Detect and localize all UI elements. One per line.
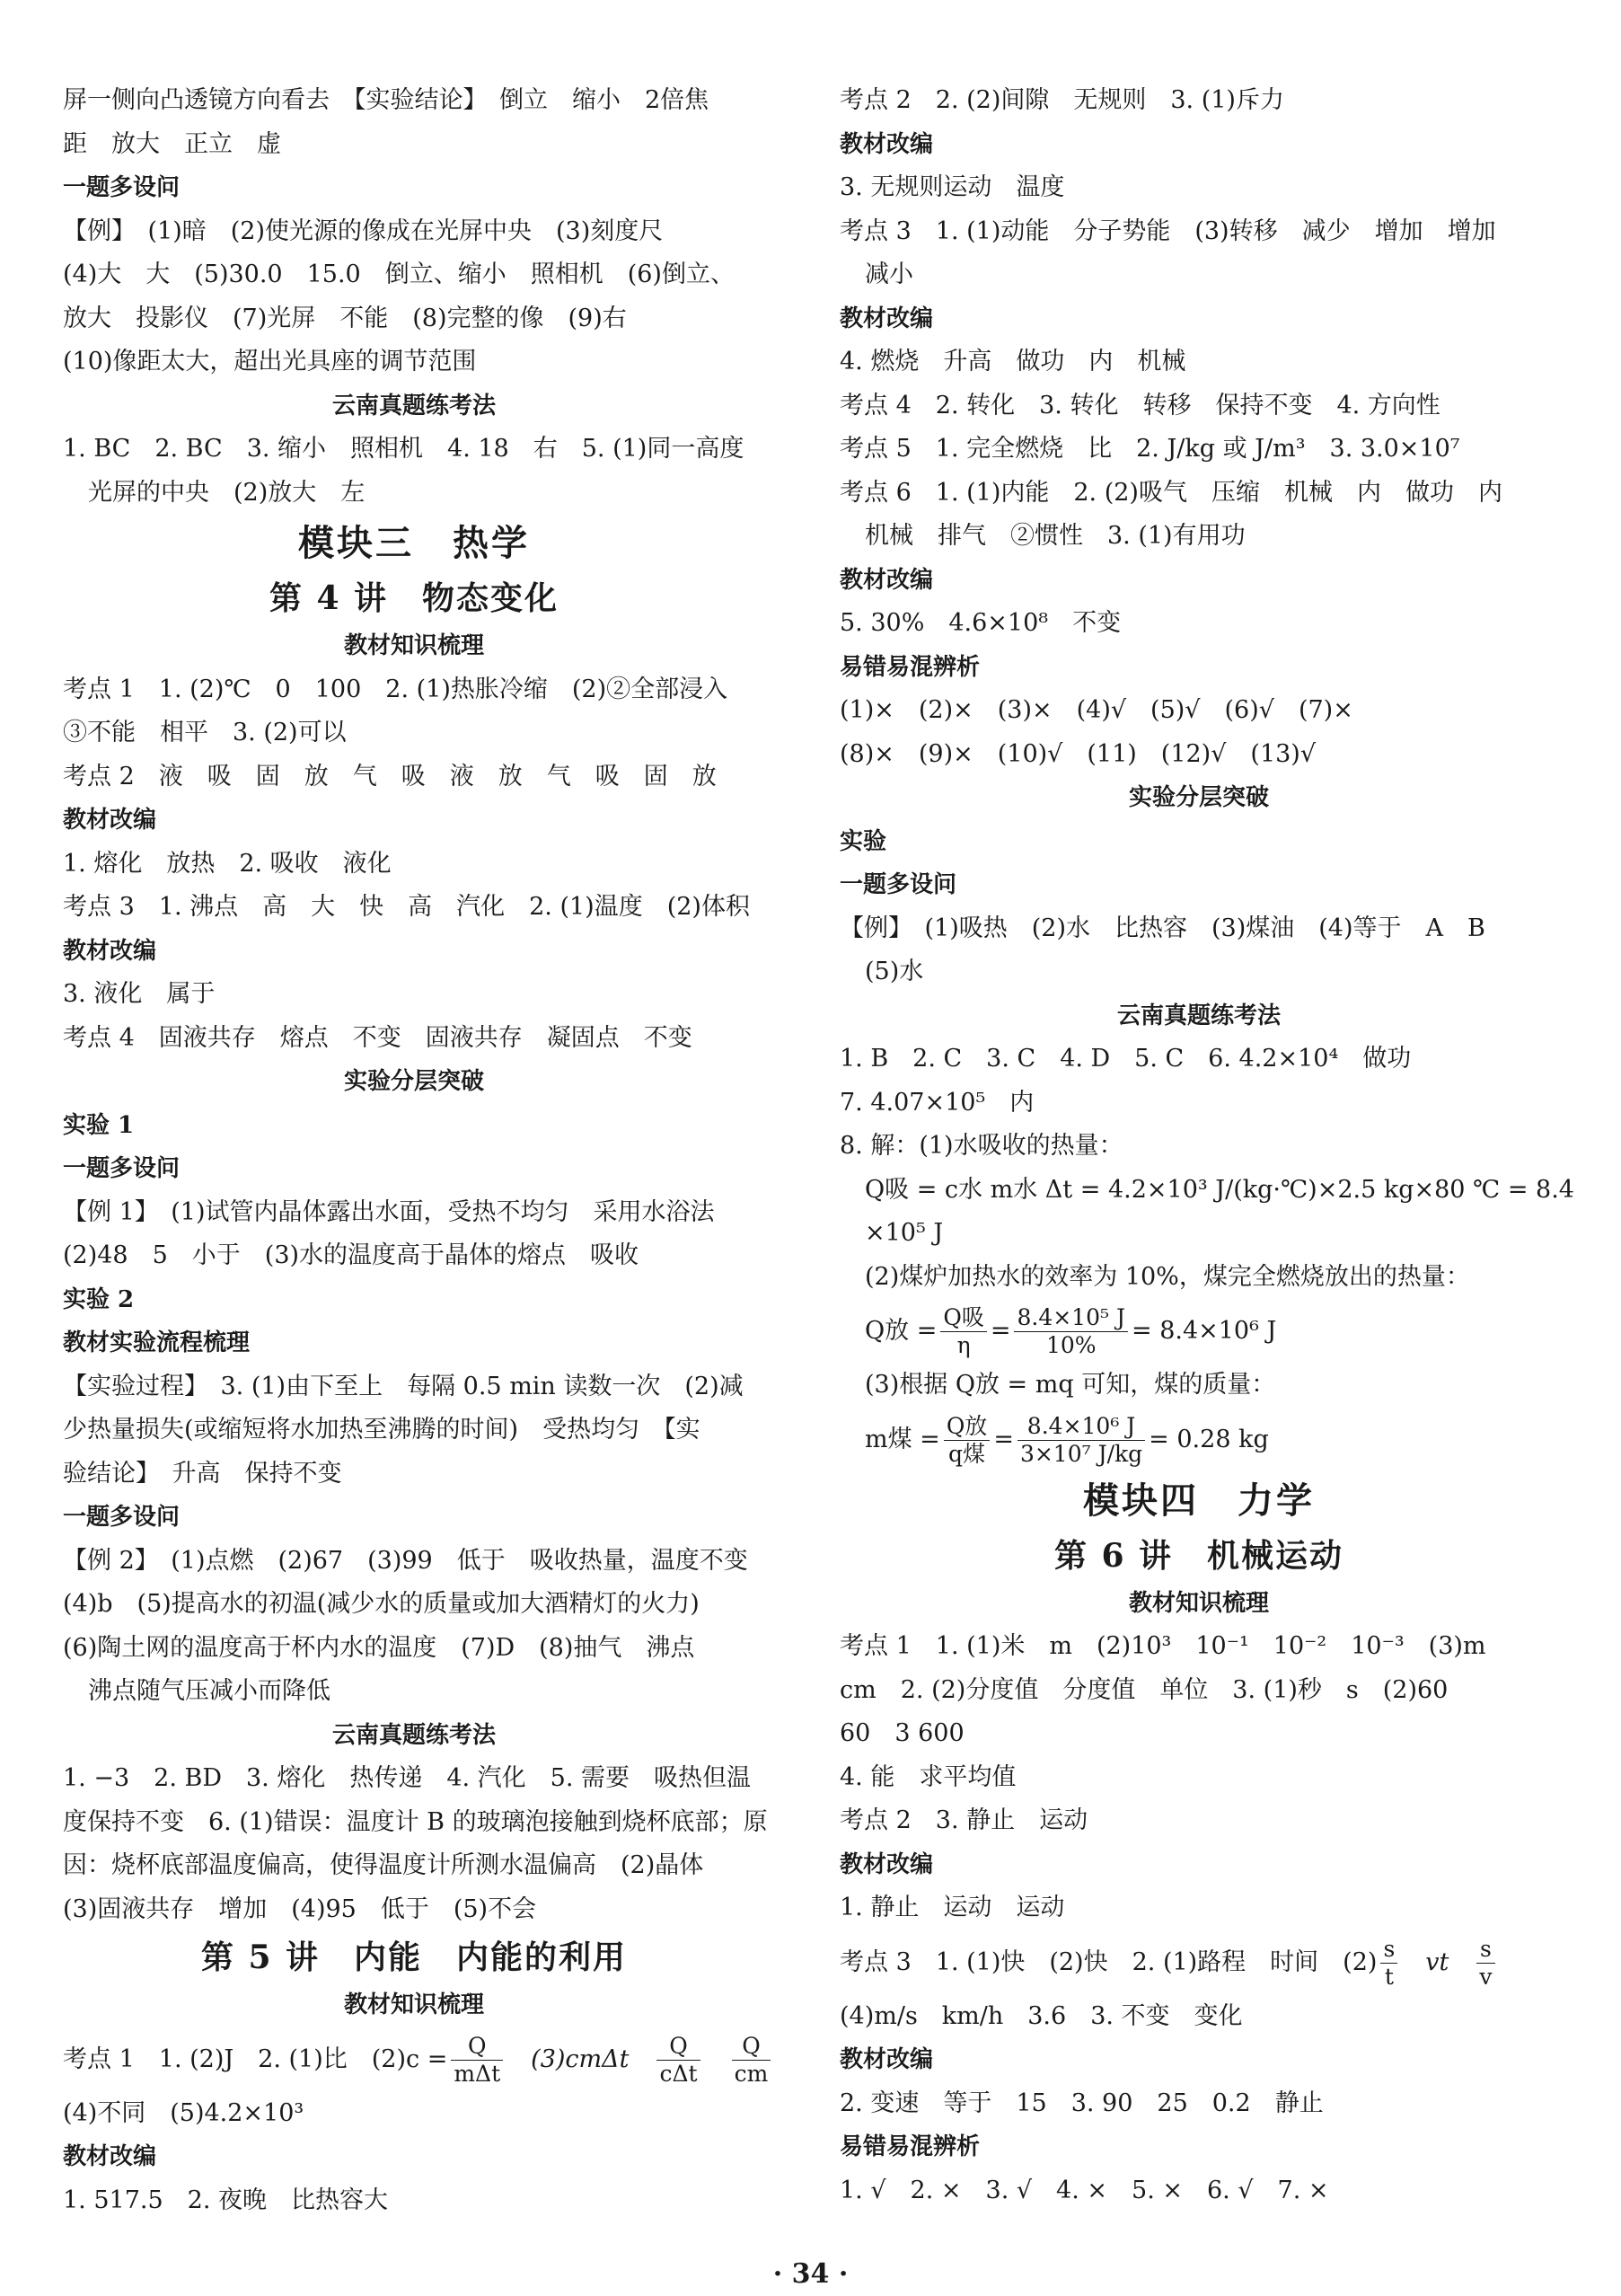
text-line-indented: 机械 排气 ②惯性 3. (1)有用功 [865, 522, 1246, 550]
text-line: 3. 液化 属于 [63, 980, 216, 1008]
right-column [840, 79, 1574, 2212]
text-line: 60 3 600 [840, 1719, 965, 1747]
text-line: 考点 3 1. 沸点 高 大 快 高 汽化 2. (1)温度 (2)体积 [63, 893, 750, 921]
section-label: 教材改编 [840, 305, 934, 332]
text-line: (3)固液共存 增加 (4)95 低于 (5)不会 [63, 1894, 537, 1923]
fraction-numerator: Q吸 [940, 1304, 987, 1332]
formula-line [63, 2027, 769, 2092]
text-line: 放大 投影仪 (7)光屏 不能 (8)完整的像 (9)右 [63, 304, 627, 332]
text-line: 【例 1】 (1)试管内晶体露出水面，受热不均匀 采用水浴法 [63, 1197, 715, 1226]
section-label: 一题多设问 [63, 174, 181, 201]
lecture-title: 第 5 讲 内能 内能的利用 [200, 1938, 628, 1976]
formula-text: Q放 = [865, 1317, 938, 1345]
section-label: 易错易混辨析 [840, 2133, 981, 2160]
text-line-indented: ×10⁵ J [865, 1219, 944, 1247]
section-label: 实验 2 [63, 1285, 135, 1313]
formula-text: = [993, 1425, 1014, 1453]
formula-text: = [990, 1317, 1011, 1345]
section-label: 易错易混辨析 [840, 653, 981, 681]
text-line: 考点 2 液 吸 固 放 气 吸 液 放 气 吸 固 放 [63, 762, 717, 790]
text-line: 1. BC 2. BC 3. 缩小 照相机 4. 18 右 5. (1)同一高度 [63, 435, 744, 463]
section-heading: 云南真题练考法 [331, 1721, 496, 1749]
text-line-indented: Q吸 = c水 m水 Δt = 4.2×10³ J/(kg·℃)×2.5 kg×80 ℃ = 8.4 [865, 1175, 1574, 1204]
fraction-denominator: η [956, 1332, 971, 1358]
section-label: 教材改编 [840, 1850, 934, 1878]
formula-text: 考点 1 1. (2)J 2. (1)比 (2)c = [63, 2044, 448, 2073]
section-label: 一题多设问 [63, 1155, 181, 1182]
section-label: 教材改编 [63, 807, 157, 834]
fraction-denominator: 10% [1045, 1332, 1097, 1358]
fraction [1014, 1304, 1128, 1359]
section-label: 一题多设问 [63, 1504, 181, 1531]
lecture-title: 第 6 讲 机械运动 [1053, 1536, 1344, 1575]
section-heading: 教材知识梳理 [343, 1991, 484, 2018]
fraction-denominator: cm [734, 2060, 769, 2087]
fraction [1018, 1413, 1145, 1468]
text-line: 少热量损失(或缩短将水加热至沸腾的时间) 受热均匀 【实 [63, 1416, 700, 1444]
text-line: 距 放大 正立 虚 [63, 129, 281, 158]
formula-text: vt [1425, 1947, 1449, 1976]
section-heading: 教材知识梳理 [343, 632, 484, 659]
fraction-denominator: cΔt [659, 2060, 698, 2087]
text-line: 1. 静止 运动 运动 [840, 1894, 1065, 1921]
text-line: (6)陶土网的温度高于杯内水的温度 (7)D (8)抽气 沸点 [63, 1633, 695, 1662]
formula-text: (3)cmΔt [531, 2044, 630, 2073]
section-label: 教材改编 [63, 937, 157, 965]
text-line: 考点 6 1. (1)内能 2. (2)吸气 压缩 机械 内 做功 内 [840, 478, 1502, 507]
fraction-numerator: 8.4×10⁵ J [1014, 1304, 1128, 1332]
text-line: 考点 2 2. (2)间隙 无规则 3. (1)斥力 [840, 86, 1284, 114]
text-line: 1. B 2. C 3. C 4. D 5. C 6. 4.2×10⁴ 做功 [840, 1045, 1412, 1073]
text-line: 4. 能 求平均值 [840, 1762, 1017, 1791]
text-line: 5. 30% 4.6×10⁸ 不变 [840, 609, 1122, 637]
text-line: (4)m/s km/h 3.6 3. 不变 变化 [840, 2001, 1243, 2030]
text-line: 1. 熔化 放热 2. 吸收 液化 [63, 849, 392, 878]
formula-line [840, 1930, 1558, 1995]
fraction [940, 1304, 987, 1359]
fraction [1476, 1936, 1494, 1991]
text-line-indented: 减小 [865, 261, 913, 288]
fraction-numerator: Q [656, 2033, 700, 2061]
text-line: (4)大 大 (5)30.0 15.0 倒立、缩小 照相机 (6)倒立、 [63, 261, 735, 288]
fraction-numerator: s [1476, 1936, 1494, 1964]
fraction-numerator: 8.4×10⁶ J [1018, 1413, 1145, 1441]
section-heading: 教材知识梳理 [1128, 1589, 1269, 1617]
text-line-indented: (3)根据 Q放 = mq 可知，煤的质量： [865, 1371, 1276, 1399]
fraction-denominator: v [1479, 1963, 1493, 1990]
section-heading: 云南真题练考法 [331, 392, 496, 419]
formula-text: m煤 = [865, 1425, 940, 1453]
page-number: · 34 · [772, 2258, 849, 2290]
text-line: cm 2. (2)分度值 分度值 单位 3. (1)秒 s (2)60 [840, 1675, 1449, 1704]
text-line: 8. 解：(1)水吸收的热量： [840, 1132, 1123, 1160]
text-line: 1. √ 2. × 3. √ 4. × 5. × 6. √ 7. × [840, 2176, 1329, 2204]
fraction [732, 2033, 771, 2088]
text-line: 7. 4.07×10⁵ 内 [840, 1088, 1035, 1117]
text-line: 考点 4 固液共存 熔点 不变 固液共存 凝固点 不变 [63, 1023, 692, 1052]
text-line: 验结论】 升高 保持不变 [63, 1459, 342, 1488]
fraction-numerator: Q [732, 2033, 771, 2061]
fraction-numerator: s [1380, 1936, 1397, 1964]
text-line: 因：烧杯底部温度偏高，使得温度计所测水温偏高 (2)晶体 [63, 1851, 704, 1879]
section-label: 实验 [840, 827, 887, 855]
formula-text: = 0.28 kg [1149, 1425, 1269, 1453]
section-label: 教材改编 [63, 2143, 157, 2170]
section-label: 教材改编 [840, 2046, 934, 2073]
left-column [63, 79, 769, 2222]
text-line: (10)像距太大，超出光具座的调节范围 [63, 348, 477, 375]
text-line: 4. 燃烧 升高 做功 内 机械 [840, 348, 1186, 375]
text-line: 1. −3 2. BD 3. 熔化 热传递 4. 汽化 5. 需要 吸热但温 [63, 1764, 752, 1792]
text-line-indented: (2)煤炉加热水的效率为 10%，煤完全燃烧放出的热量： [865, 1262, 1470, 1291]
text-line-indented: (5)水 [865, 958, 924, 985]
section-label: 教材实验流程梳理 [63, 1329, 251, 1356]
text-line: 考点 3 1. (1)动能 分子势能 (3)转移 减少 增加 增加 [840, 216, 1496, 245]
text-line: 【实验过程】 3. (1)由下至上 每隔 0.5 min 读数一次 (2)减 [63, 1372, 744, 1400]
fraction-denominator: mΔt [454, 2060, 501, 2087]
section-label: 教材改编 [840, 566, 934, 594]
text-line: (4)b (5)提高水的初温(减少水的质量或加大酒精灯的火力) [63, 1590, 700, 1618]
fraction [1380, 1936, 1397, 1991]
text-line: ③不能 相平 3. (2)可以 [63, 719, 347, 746]
text-line: 3. 无规则运动 温度 [840, 173, 1065, 201]
module-title: 模块四 力学 [1083, 1479, 1315, 1522]
fraction-numerator: Q放 [944, 1413, 991, 1441]
section-label: 实验 1 [63, 1111, 135, 1139]
text-line-indented: 沸点随气压减小而降低 [88, 1677, 330, 1705]
fraction [944, 1413, 991, 1468]
text-line: 【例】 (1)吸热 (2)水 比热容 (3)煤油 (4)等于 A B [840, 914, 1485, 942]
section-label: 一题多设问 [840, 871, 957, 898]
formula-line [840, 1408, 1558, 1472]
formula-text: 考点 3 1. (1)快 (2)快 2. (1)路程 时间 (2) [840, 1947, 1378, 1976]
fraction [656, 2033, 700, 2088]
text-line: 【例】 (1)暗 (2)使光源的像成在光屏中央 (3)刻度尺 [63, 216, 664, 245]
formula-line [840, 1299, 1558, 1364]
section-heading: 云南真题练考法 [1116, 1002, 1281, 1029]
section-heading: 实验分层突破 [1128, 784, 1269, 811]
section-label: 教材改编 [840, 130, 934, 158]
fraction-denominator: 3×10⁷ J/kg [1019, 1440, 1143, 1467]
text-line: 考点 5 1. 完全燃烧 比 2. J/kg 或 J/m³ 3. 3.0×10⁷ [840, 435, 1460, 463]
text-line: (8)× (9)× (10)√ (11) (12)√ (13)√ [840, 739, 1317, 768]
text-line: 2. 变速 等于 15 3. 90 25 0.2 静止 [840, 2088, 1324, 2117]
text-line: 考点 2 3. 静止 运动 [840, 1806, 1088, 1834]
text-line: (1)× (2)× (3)× (4)√ (5)√ (6)√ (7)× [840, 696, 1353, 724]
text-line: (4)不同 (5)4.2×10³ [63, 2098, 304, 2127]
module-title: 模块三 热学 [298, 522, 530, 564]
section-heading: 实验分层突破 [343, 1068, 484, 1095]
text-line: 1. 517.5 2. 夜晚 比热容大 [63, 2186, 388, 2214]
fraction-numerator: Q [451, 2033, 503, 2061]
text-line: 考点 1 1. (2)℃ 0 100 2. (1)热胀冷缩 (2)②全部浸入 [63, 675, 728, 703]
fraction [451, 2033, 503, 2088]
text-line: 屏一侧向凸透镜方向看去 【实验结论】 倒立 缩小 2倍焦 [63, 86, 709, 114]
text-line: 【例 2】 (1)点燃 (2)67 (3)99 低于 吸收热量，温度不变 [63, 1546, 748, 1575]
fraction-denominator: t [1384, 1963, 1394, 1990]
text-line: 考点 4 2. 转化 3. 转化 转移 保持不变 4. 方向性 [840, 391, 1440, 419]
text-line: (2)48 5 小于 (3)水的温度高于晶体的熔点 吸收 [63, 1241, 639, 1269]
formula-text: = 8.4×10⁶ J [1131, 1317, 1277, 1345]
fraction-denominator: q煤 [948, 1440, 986, 1467]
text-line: 度保持不变 6. (1)错误：温度计 B 的玻璃泡接触到烧杯底部；原 [63, 1807, 768, 1836]
text-line-indented: 光屏的中央 (2)放大 左 [88, 478, 366, 507]
lecture-title: 第 4 讲 物态变化 [269, 579, 559, 617]
text-line: 考点 1 1. (1)米 m (2)10³ 10⁻¹ 10⁻² 10⁻³ (3)m [840, 1632, 1486, 1660]
